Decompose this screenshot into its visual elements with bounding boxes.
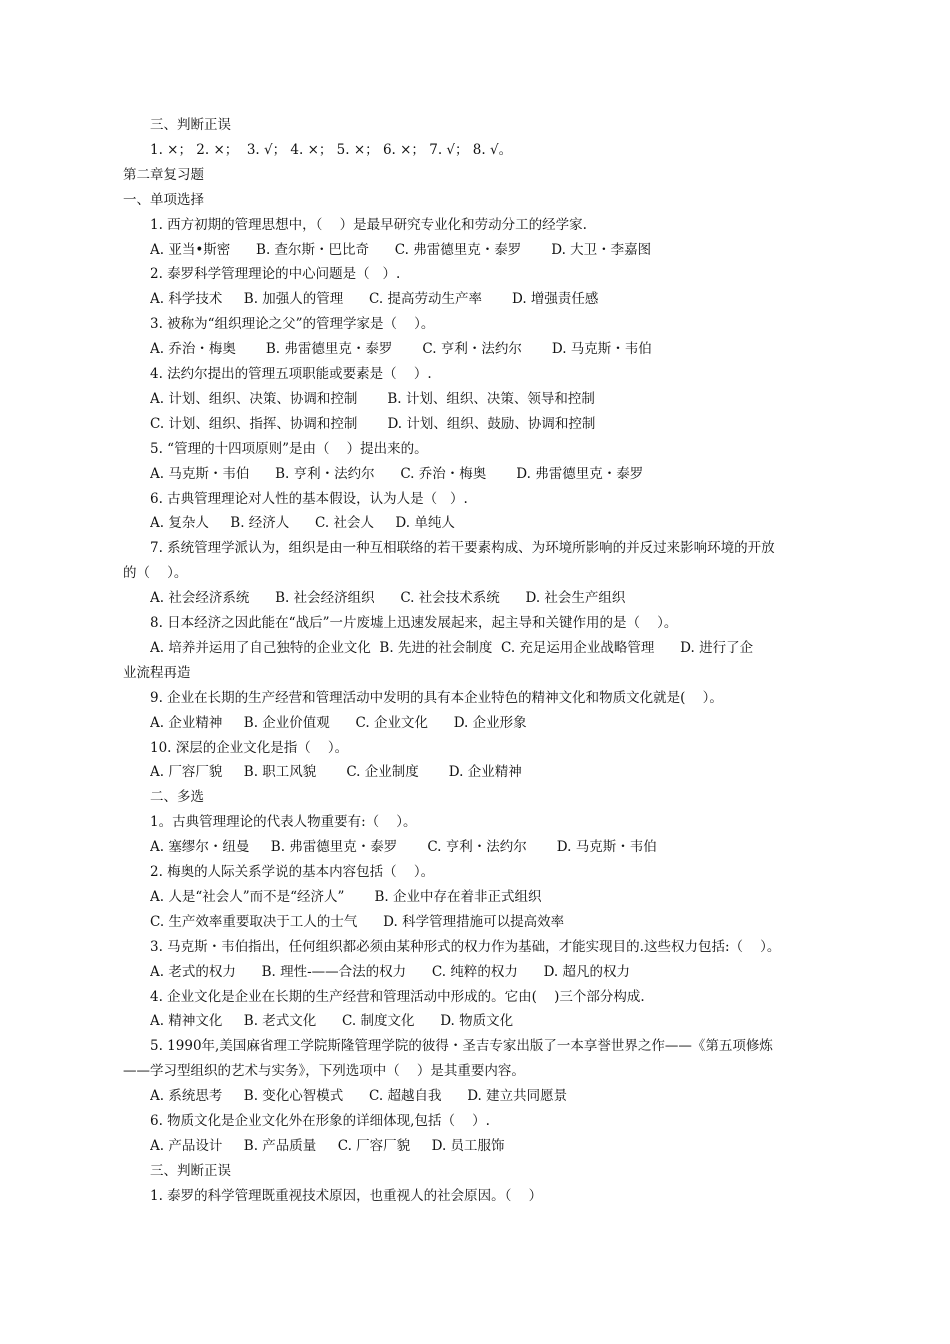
text-line: 3. 马克斯・韦伯指出，任何组织都必须由某种形式的权力作为基础，才能实现目的.这些权力包括:（ ）。 [150,938,781,955]
text-line: 4. 企业文化是企业在长期的生产经营和管理活动中形成的。它由( )三个部分构成. [150,988,645,1005]
text-line: 6. 古典管理理论对人性的基本假设，认为人是（ ）. [150,490,468,507]
text-line: 8. 日本经济之因此能在“战后”一片废墟上迅速发展起来，起主导和关键作用的是（ ）。 [150,615,678,631]
text-line: A. 复杂人 B. 经济人 C. 社会人 D. 单纯人 [150,515,455,532]
text-line: 二、多选 [150,789,204,806]
text-line: 5. 1990年,美国麻省理工学院斯隆管理学院的彼得・圣吉专家出版了一本享誉世界之作——《第五项修炼 [150,1038,773,1055]
text-line: A. 精神文化 B. 老式文化 C. 制度文化 D. 物质文化 [150,1013,514,1030]
text-line: A. 企业精神 B. 企业价值观 C. 企业文化 D. 企业形象 [150,714,527,731]
text-line: A. 计划、组织、决策、协调和控制 B. 计划、组织、决策、领导和控制 [150,390,595,407]
text-line: 三、判断正误 [150,1162,231,1179]
text-line: ——学习型组织的艺术与实务》，下列选项中（ ）是其重要内容。 [123,1063,525,1080]
text-line: 4. 法约尔提出的管理五项职能或要素是（ ）. [150,366,432,382]
text-line: A. 马克斯・韦伯 B. 亨利・法约尔 C. 乔治・梅奥 D. 弗雷德里克・泰罗 [150,465,644,482]
text-line: A. 产品设计 B. 产品质量 C. 厂容厂貌 D. 员工服饰 [150,1137,505,1154]
text-line: 10. 深层的企业文化是指（ ）。 [150,739,349,756]
text-line: 三、判断正误 [150,117,231,133]
text-line: 一、单项选择 [123,191,204,208]
text-line: 2. 泰罗科学管理理论的中心问题是（ ）. [150,266,401,283]
text-line: 6. 物质文化是企业文化外在形象的详细体现,包括（ ）. [150,1113,490,1129]
text-line: 的（ ）。 [123,565,188,582]
text-line: 1. 泰罗的科学管理既重视技术原因，也重视人的社会原因。（ ） [150,1187,543,1204]
text-line: 9. 企业在长期的生产经营和管理活动中发明的具有本企业特色的精神文化和物质文化就是( ）。 [150,689,723,706]
text-line: A. 培养并运用了自己独特的企业文化 B. 先进的社会制度 C. 充足运用企业战略管理 D. 进行了企 [150,639,754,656]
text-line: A. 亚当•斯密 B. 查尔斯・巴比奇 C. 弗雷德里克・泰罗 D. 大卫・李嘉图 [150,241,652,258]
text-line: 2. 梅奥的人际关系学说的基本内容包括（ ）。 [150,864,435,880]
text-line: A. 人是“社会人”而不是“经济人” B. 企业中存在着非正式组织 [150,888,542,905]
text-line: A. 科学技术 B. 加强人的管理 C. 提高劳动生产率 D. 增强责任感 [150,291,599,308]
text-line: 7. 系统管理学派认为，组织是由一种互相联络的若干要素构成、为环境所影响的并反过来影响环境的开放 [150,540,775,557]
text-line: 1. 西方初期的管理思想中，（ ）是最早研究专业化和劳动分工的经学家. [150,216,587,233]
text-line: 3. 被称为“组织理论之父”的管理学家是（ ）。 [150,316,435,333]
text-line: A. 厂容厂貌 B. 职工风貌 C. 企业制度 D. 企业精神 [150,764,522,781]
text-line: A. 老式的权力 B. 理性-——合法的权力 C. 纯粹的权力 D. 超凡的权力 [150,963,630,980]
text-line: C. 计划、组织、指挥、协调和控制 D. 计划、组织、鼓励、协调和控制 [150,415,596,432]
text-line: A. 塞缪尔・纽曼 B. 弗雷德里克・泰罗 C. 亨利・法约尔 D. 马克斯・韦伯 [150,839,657,856]
text-line: 5. “管理的十四项原则”是由（ ）提出来的。 [150,440,428,457]
text-line: A. 社会经济系统 B. 社会经济组织 C. 社会技术系统 D. 社会生产组织 [150,590,626,607]
text-line: A. 乔治・梅奥 B. 弗雷德里克・泰罗 C. 亨利・法约尔 D. 马克斯・韦伯 [150,341,652,358]
text-line: 1. ×； 2. ×； 3. √； 4. ×； 5. ×； 6. ×； 7. √； 8. √。 [150,141,513,158]
text-line: 1。古典管理理论的代表人物重要有:（ ）。 [150,814,417,831]
text-line: A. 系统思考 B. 变化心智模式 C. 超越自我 D. 建立共同愿景 [150,1088,568,1105]
text-line: 第二章复习题 [123,166,204,183]
text-line: C. 生产效率重要取决于工人的士气 D. 科学管理措施可以提高效率 [150,913,565,930]
text-line: 业流程再造 [123,664,191,681]
